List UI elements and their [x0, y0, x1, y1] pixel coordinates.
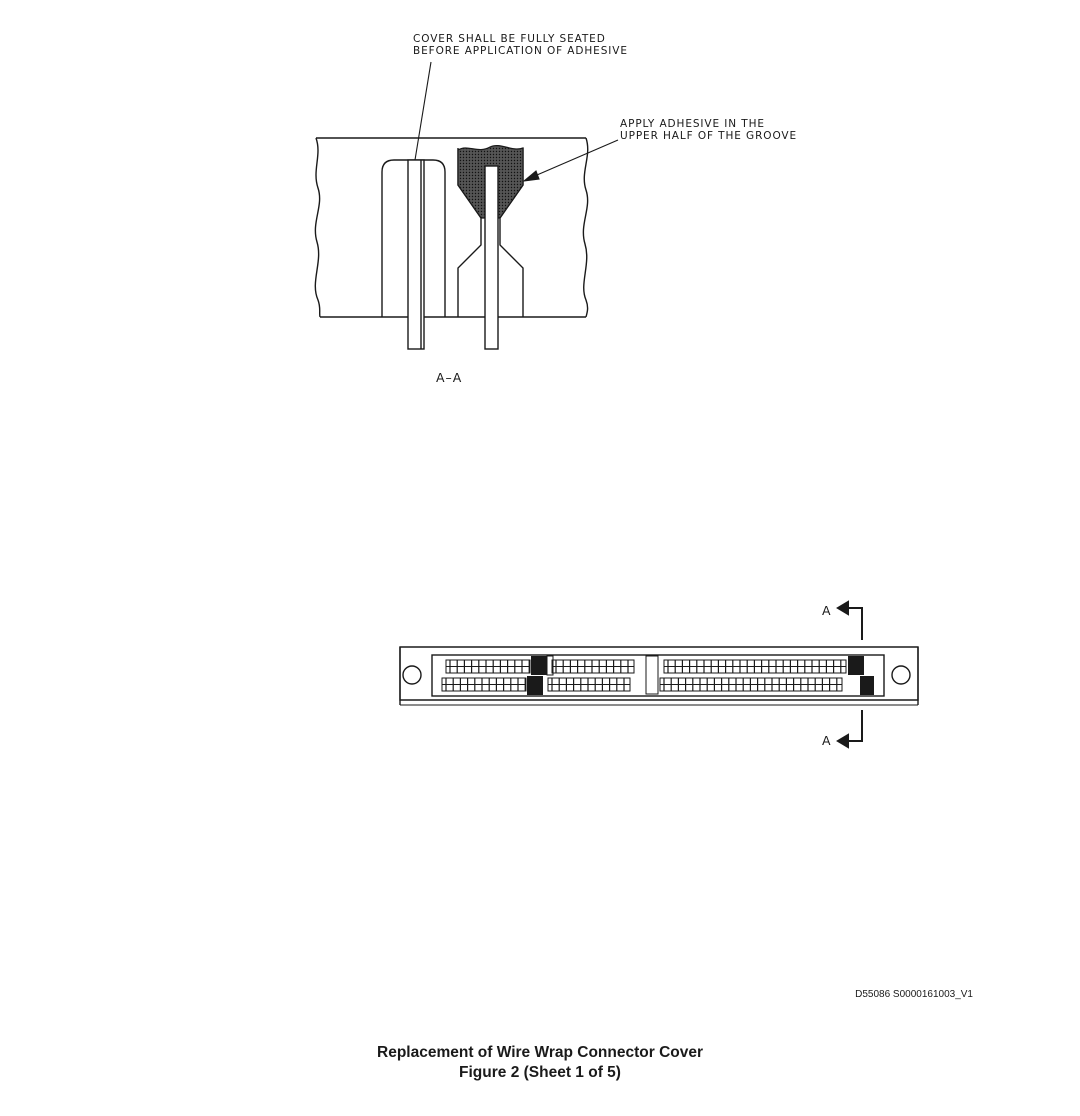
section-arrow-top-label: A — [822, 603, 832, 618]
drawing-id: D55086 S0000161003_V1 — [855, 989, 973, 1000]
key-block — [848, 656, 864, 675]
key-block — [860, 676, 874, 695]
key-block — [531, 656, 547, 675]
adhesive-note-line1: APPLY ADHESIVE IN THE — [620, 118, 765, 130]
figure-caption — [0, 1043, 1080, 1083]
section-aa-label: A–A — [436, 370, 463, 385]
adhesive-note-line2: UPPER HALF OF THE GROOVE — [620, 129, 798, 142]
mounting-hole-left — [403, 666, 421, 684]
caption-title: Replacement of Wire Wrap Connector Cover — [377, 1044, 703, 1061]
key-block — [527, 676, 543, 695]
cover-seated-note-line1: COVER SHALL BE FULLY SEATED — [413, 33, 606, 45]
caption-figure-number: Figure 2 (Sheet 1 of 5) — [459, 1064, 621, 1081]
cover-seated-note-line2: BEFORE APPLICATION OF ADHESIVE — [413, 44, 628, 57]
pin-field — [442, 656, 874, 695]
section-arrowhead-top — [838, 602, 848, 614]
section-arrow-bottom-label: A — [822, 733, 832, 748]
divider-post — [646, 656, 658, 694]
mounting-hole-right — [892, 666, 910, 684]
section-arrowhead-bottom — [838, 735, 848, 747]
